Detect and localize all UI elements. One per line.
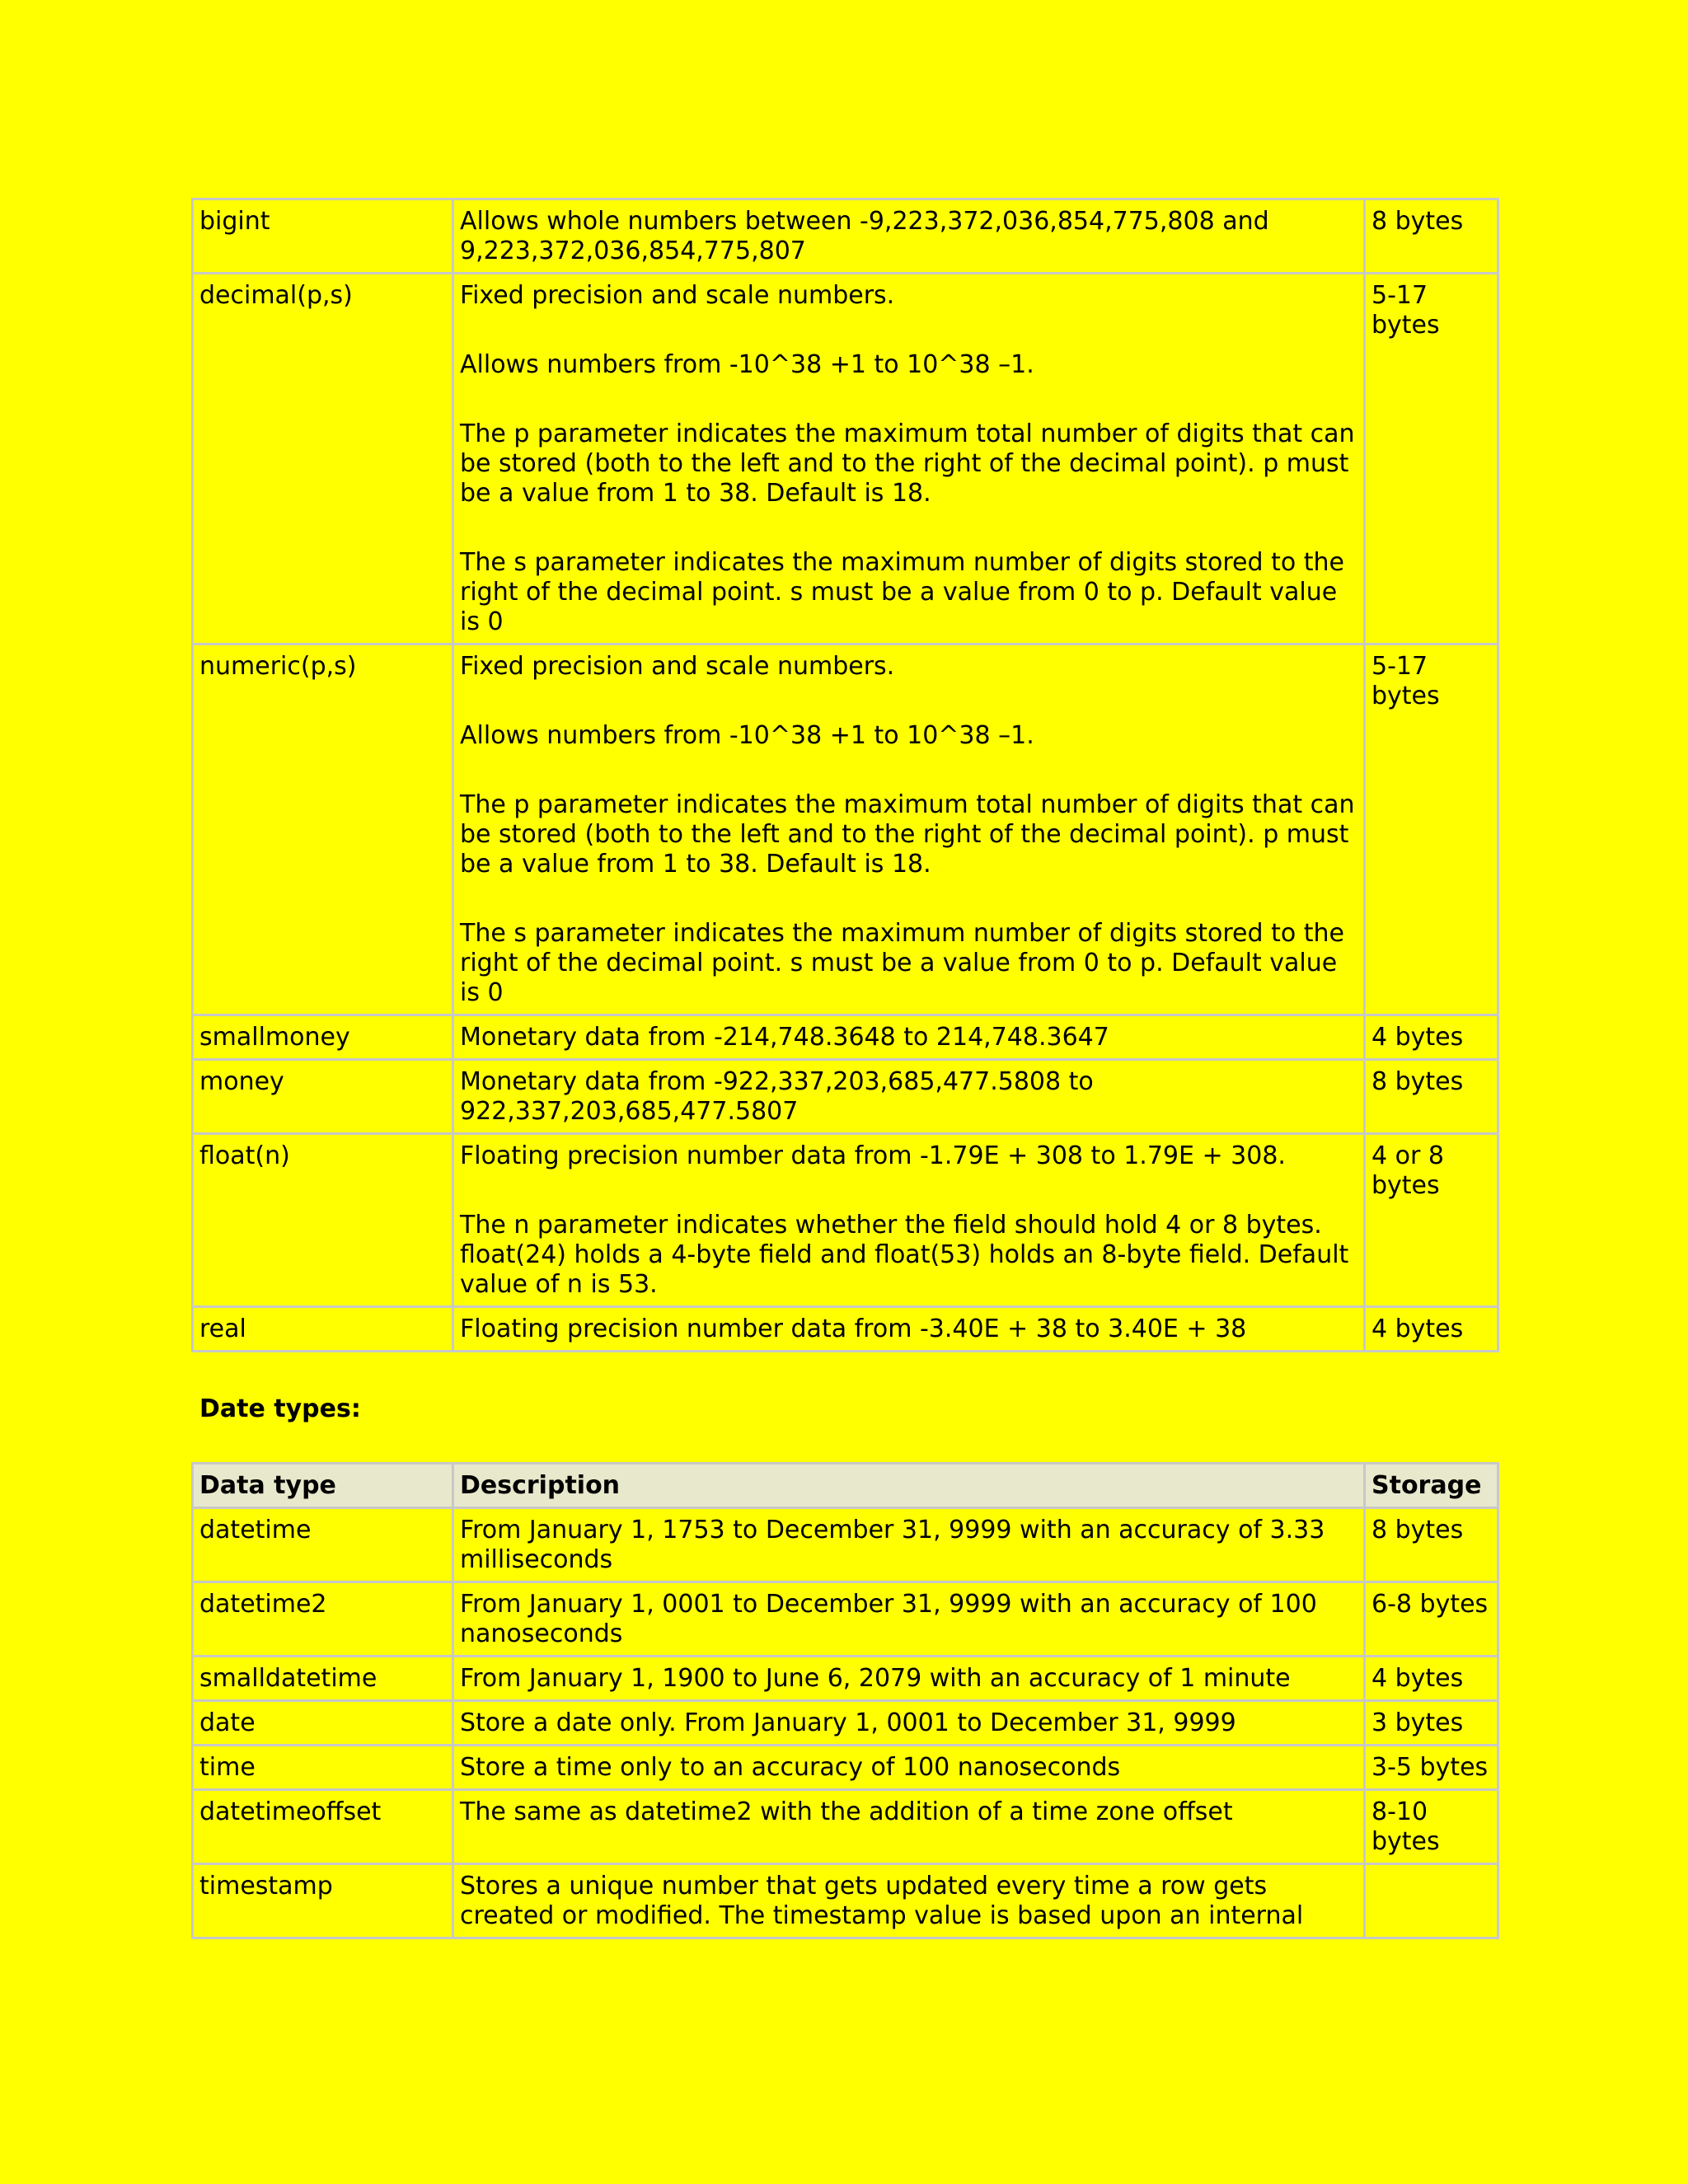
storage-cell: 4 bytes xyxy=(1365,1307,1498,1352)
description-paragraph: The p parameter indicates the maximum total number of digits that can be stored (both to the left and to the right of the decimal point). p must be a value from 1 to 38. Default is 18. xyxy=(460,790,1355,879)
description-paragraph: Allows whole numbers between -9,223,372,036,854,775,808 and 9,223,372,036,854,775,807 xyxy=(460,207,1269,265)
data-type-cell: money xyxy=(193,1060,453,1134)
description-paragraph: The same as datetime2 with the addition of a time zone offset xyxy=(460,1797,1233,1826)
data-type-cell: datetimeoffset xyxy=(193,1790,453,1864)
data-type-cell: datetime2 xyxy=(193,1582,453,1657)
table-row xyxy=(193,1307,1498,1352)
description-paragraph: Store a date only. From January 1, 0001 to December 31, 9999 xyxy=(460,1708,1236,1737)
description-cell xyxy=(453,1701,1365,1746)
header-description: Description xyxy=(453,1464,1365,1508)
storage-cell: 6-8 bytes xyxy=(1365,1582,1498,1657)
table-row xyxy=(193,1790,1498,1864)
description-cell xyxy=(453,1657,1365,1701)
description-cell xyxy=(453,1582,1365,1657)
description-cell xyxy=(453,1508,1365,1582)
description-paragraph: Stores a unique number that gets updated every time a row gets created or modified. The timestamp value is based upon an internal xyxy=(460,1872,1304,1930)
header-data-type: Data type xyxy=(193,1464,453,1508)
storage-cell xyxy=(1365,1864,1498,1938)
data-type-cell: time xyxy=(193,1746,453,1790)
data-type-cell: real xyxy=(193,1307,453,1352)
table-row xyxy=(193,1060,1498,1134)
header-row xyxy=(193,1464,1498,1508)
storage-cell: 8 bytes xyxy=(1365,1060,1498,1134)
description-cell xyxy=(453,1015,1365,1060)
table-row xyxy=(193,274,1498,644)
description-cell xyxy=(453,1307,1365,1352)
numeric-types-body xyxy=(193,199,1498,1352)
data-type-cell: smallmoney xyxy=(193,1015,453,1060)
storage-cell: 8 bytes xyxy=(1365,1508,1498,1582)
description-cell xyxy=(453,644,1365,1015)
date-types-body xyxy=(193,1508,1498,1938)
description-paragraph: Monetary data from -922,337,203,685,477.5808 to 922,337,203,685,477.5807 xyxy=(460,1067,1094,1126)
numeric-types-table xyxy=(191,198,1499,1352)
table-row xyxy=(193,1657,1498,1701)
description-paragraph: Floating precision number data from -3.40E + 38 to 3.40E + 38 xyxy=(460,1315,1247,1343)
storage-cell: 5-17 bytes xyxy=(1365,274,1498,644)
storage-cell: 3-5 bytes xyxy=(1365,1746,1498,1790)
description-paragraph: From January 1, 0001 to December 31, 9999 with an accuracy of 100 nanoseconds xyxy=(460,1590,1317,1648)
table-row xyxy=(193,1864,1498,1938)
table-row xyxy=(193,1582,1498,1657)
description-cell xyxy=(453,1134,1365,1307)
table-row xyxy=(193,1746,1498,1790)
description-paragraph: Fixed precision and scale numbers. xyxy=(460,281,895,310)
data-type-cell: float(n) xyxy=(193,1134,453,1307)
date-types-heading: Date types: xyxy=(199,1394,361,1423)
description-paragraph: From January 1, 1900 to June 6, 2079 with an accuracy of 1 minute xyxy=(460,1664,1291,1693)
data-type-cell: decimal(p,s) xyxy=(193,274,453,644)
data-type-cell: date xyxy=(193,1701,453,1746)
description-paragraph: The p parameter indicates the maximum total number of digits that can be stored (both to the left and to the right of the decimal point). p must be a value from 1 to 38. Default is 18. xyxy=(460,419,1355,508)
description-paragraph: The s parameter indicates the maximum number of digits stored to the right of the decimal point. s must be a value from 0 to p. Default value is 0 xyxy=(460,919,1344,1007)
table-row xyxy=(193,1015,1498,1060)
description-cell xyxy=(453,1864,1365,1938)
storage-cell: 3 bytes xyxy=(1365,1701,1498,1746)
description-cell xyxy=(453,1790,1365,1864)
description-paragraph: From January 1, 1753 to December 31, 9999 with an accuracy of 3.33 milliseconds xyxy=(460,1516,1325,1574)
storage-cell: 4 bytes xyxy=(1365,1015,1498,1060)
description-paragraph: Allows numbers from -10^38 +1 to 10^38 –1. xyxy=(460,350,1034,379)
description-cell xyxy=(453,1746,1365,1790)
data-type-cell: bigint xyxy=(193,199,453,274)
description-paragraph: The n parameter indicates whether the field should hold 4 or 8 bytes. float(24) holds a 4-byte field and float(53) holds an 8-byte field. Default value of n is 53. xyxy=(460,1211,1349,1299)
description-cell xyxy=(453,274,1365,644)
storage-cell: 8-10 bytes xyxy=(1365,1790,1498,1864)
table-row xyxy=(193,1701,1498,1746)
storage-cell: 4 or 8 bytes xyxy=(1365,1134,1498,1307)
table-row xyxy=(193,199,1498,274)
storage-cell: 5-17 bytes xyxy=(1365,644,1498,1015)
storage-cell: 8 bytes xyxy=(1365,199,1498,274)
date-types-header xyxy=(193,1464,1498,1508)
description-cell xyxy=(453,1060,1365,1134)
description-paragraph: Store a time only to an accuracy of 100 nanoseconds xyxy=(460,1753,1121,1782)
table-row xyxy=(193,1508,1498,1582)
description-paragraph: The s parameter indicates the maximum number of digits stored to the right of the decimal point. s must be a value from 0 to p. Default value is 0 xyxy=(460,548,1344,636)
description-cell xyxy=(453,199,1365,274)
table-row xyxy=(193,644,1498,1015)
date-types-table xyxy=(191,1462,1499,1939)
storage-cell: 4 bytes xyxy=(1365,1657,1498,1701)
description-paragraph: Fixed precision and scale numbers. xyxy=(460,652,895,681)
header-storage: Storage xyxy=(1365,1464,1498,1508)
data-type-cell: datetime xyxy=(193,1508,453,1582)
data-type-cell: timestamp xyxy=(193,1864,453,1938)
description-paragraph: Allows numbers from -10^38 +1 to 10^38 –1. xyxy=(460,721,1034,750)
table-row xyxy=(193,1134,1498,1307)
data-type-cell: smalldatetime xyxy=(193,1657,453,1701)
data-type-cell: numeric(p,s) xyxy=(193,644,453,1015)
description-paragraph: Floating precision number data from -1.79E + 308 to 1.79E + 308. xyxy=(460,1141,1286,1170)
description-paragraph: Monetary data from -214,748.3648 to 214,748.3647 xyxy=(460,1023,1109,1052)
